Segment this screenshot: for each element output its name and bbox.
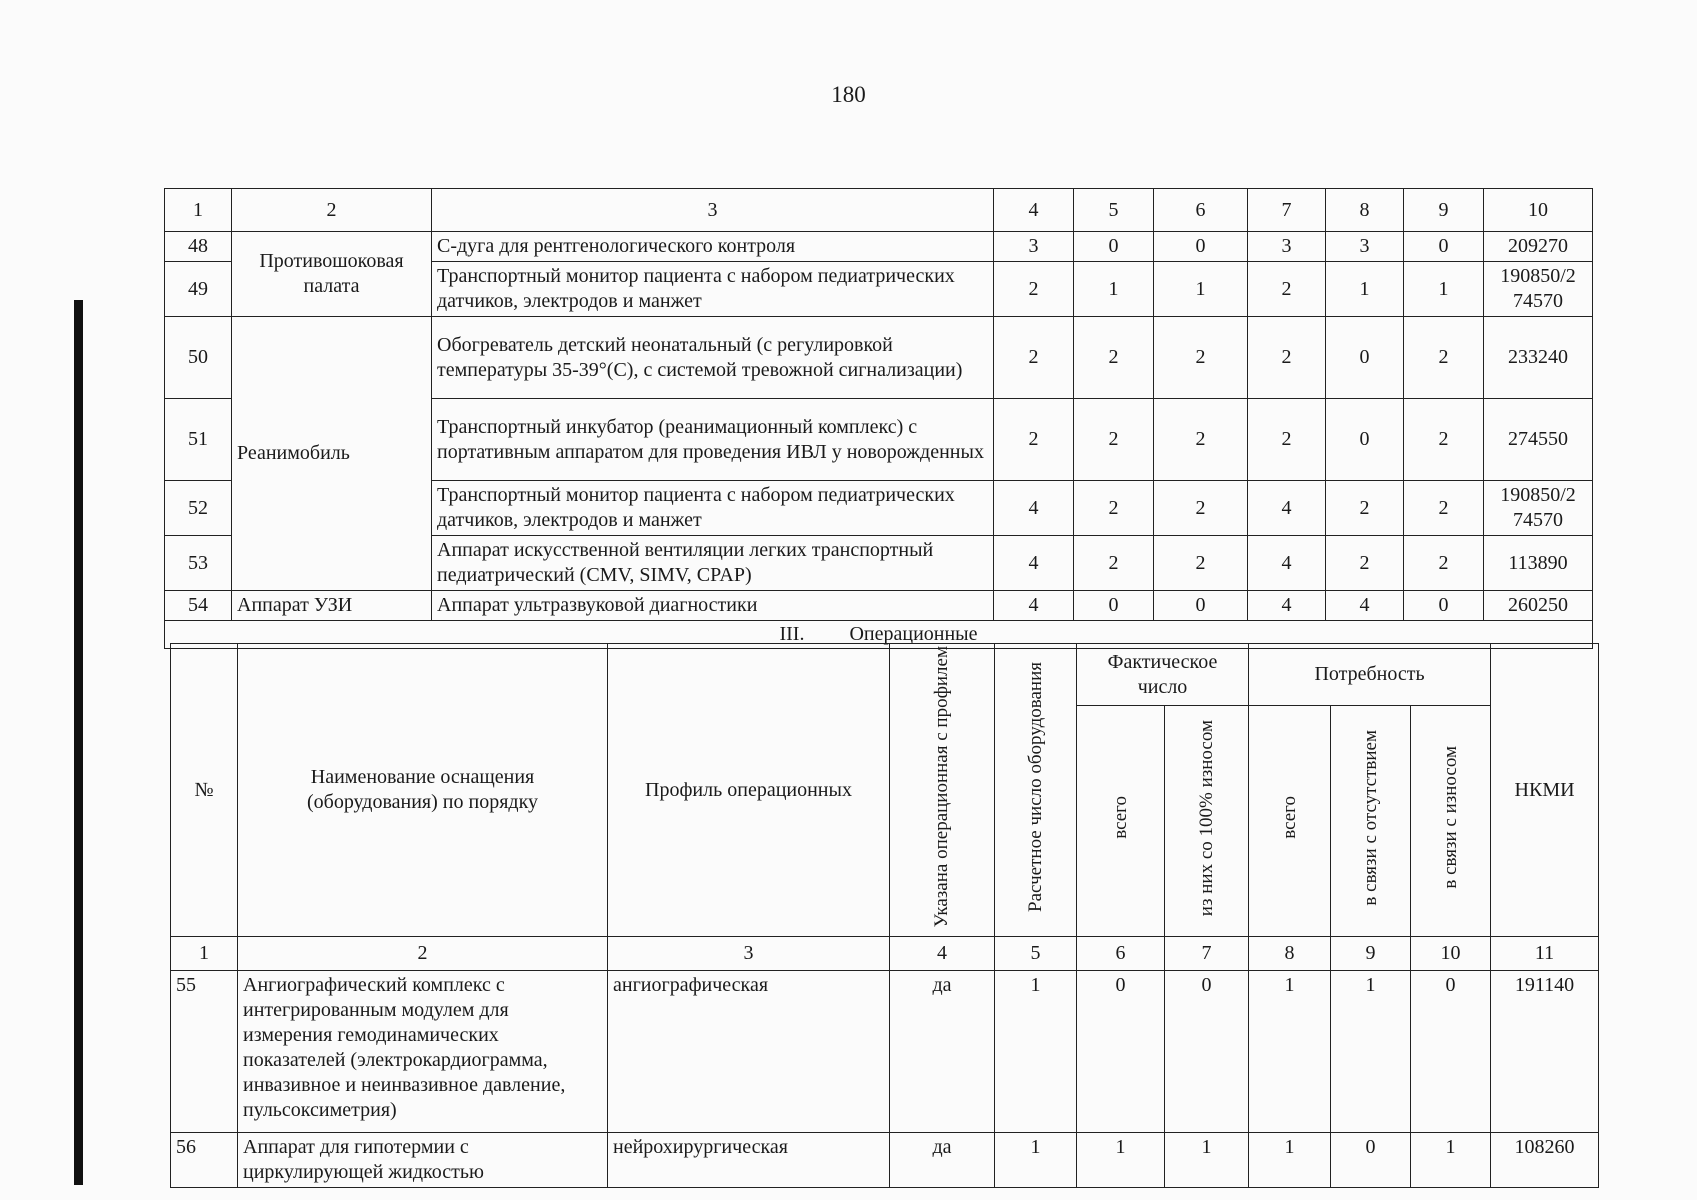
- header-row-1: [171, 644, 1599, 706]
- col-num-7: 7: [1248, 189, 1326, 232]
- cell: 2: [1074, 536, 1154, 591]
- col-num-7: 7: [1165, 937, 1249, 971]
- col-num-8: 8: [1249, 937, 1331, 971]
- cell: 1: [1074, 262, 1154, 317]
- group-label: Реанимобиль: [232, 317, 432, 591]
- header-indicated: Указана операционная с профилем: [931, 646, 953, 928]
- row-number: 52: [165, 481, 232, 536]
- cell: 2: [1326, 481, 1404, 536]
- col-num-3: 3: [608, 937, 890, 971]
- col-num-5: 5: [995, 937, 1077, 971]
- cell: 0: [1154, 591, 1248, 621]
- cell: 0: [1326, 317, 1404, 399]
- cell: 4: [1248, 481, 1326, 536]
- equipment-name: Ангиографический комплекс с интегрированным модулем для измерения гемодинамических показателей (электрокардиограмма, инвазивное и неинвазивное давление, пульсоксиметрия): [238, 971, 608, 1133]
- header-absence-cell: [1331, 706, 1411, 937]
- table-row: [171, 1133, 1599, 1188]
- header-need: Потребность: [1249, 644, 1491, 706]
- cell: 233240: [1484, 317, 1593, 399]
- equipment-name: Обогреватель детский неонатальный (с регулировкой температуры 35-39°(С), с системой тревожной сигнализации): [432, 317, 994, 399]
- header-wear: в связи с износом: [1439, 746, 1461, 890]
- cell: 1: [1249, 971, 1331, 1133]
- header-total-actual-cell: [1077, 706, 1165, 937]
- cell: 2: [1248, 262, 1326, 317]
- header-worn: из них со 100% износом: [1195, 719, 1217, 916]
- equipment-name: Транспортный инкубатор (реанимационный комплекс) с портативным аппаратом для проведения ИВЛ у новорожденных: [432, 399, 994, 481]
- cell: 0: [1411, 971, 1491, 1133]
- cell: 2: [1404, 399, 1484, 481]
- header-total-actual: всего: [1109, 796, 1131, 840]
- cell: 0: [1154, 232, 1248, 262]
- cell: 1: [1404, 262, 1484, 317]
- cell: 2: [1154, 481, 1248, 536]
- cell: 108260: [1491, 1133, 1599, 1188]
- header-calc-cell: [995, 644, 1077, 937]
- cell: 1: [995, 1133, 1077, 1188]
- header-equipment-name: Наименование оснащения (оборудования) по порядку: [238, 644, 608, 937]
- col-num-4: 4: [994, 189, 1074, 232]
- cell: 1: [1331, 971, 1411, 1133]
- group-label: Противошоковая палата: [232, 232, 432, 317]
- group-label: Аппарат УЗИ: [232, 591, 432, 621]
- col-num-9: 9: [1331, 937, 1411, 971]
- header-wear-cell: [1411, 706, 1491, 937]
- profile: ангиографическая: [608, 971, 890, 1133]
- cell: 0: [1404, 232, 1484, 262]
- col-num-1: 1: [171, 937, 238, 971]
- cell: 2: [1404, 481, 1484, 536]
- cell: 4: [1248, 591, 1326, 621]
- header-actual: Фактическое число: [1077, 644, 1249, 706]
- cell: 0: [1165, 971, 1249, 1133]
- cell: 274550: [1484, 399, 1593, 481]
- cell: 2: [1154, 399, 1248, 481]
- header-indicated-cell: [890, 644, 995, 937]
- row-number: 53: [165, 536, 232, 591]
- cell: 2: [1248, 399, 1326, 481]
- cell: 2: [1074, 399, 1154, 481]
- cell: 2: [994, 262, 1074, 317]
- cell: 1: [1326, 262, 1404, 317]
- cell: 2: [994, 399, 1074, 481]
- cell: 3: [1326, 232, 1404, 262]
- col-num-10: 10: [1411, 937, 1491, 971]
- cell: 0: [1074, 591, 1154, 621]
- equipment-name: Транспортный монитор пациента с набором педиатрических датчиков, электродов и манжет: [432, 262, 994, 317]
- column-number-row: [165, 189, 1593, 232]
- cell: 2: [1074, 317, 1154, 399]
- col-num-9: 9: [1404, 189, 1484, 232]
- cell: 4: [1248, 536, 1326, 591]
- row-number: 48: [165, 232, 232, 262]
- cell: 260250: [1484, 591, 1593, 621]
- column-number-row: [171, 937, 1599, 971]
- row-number: 55: [171, 971, 238, 1133]
- cell: 191140: [1491, 971, 1599, 1133]
- cell: 1: [1249, 1133, 1331, 1188]
- equipment-name: Транспортный монитор пациента с набором педиатрических датчиков, электродов и манжет: [432, 481, 994, 536]
- cell: 209270: [1484, 232, 1593, 262]
- operating-rooms-table: [170, 643, 1599, 1188]
- row-number: 49: [165, 262, 232, 317]
- col-num-6: 6: [1077, 937, 1165, 971]
- col-num-10: 10: [1484, 189, 1593, 232]
- col-num-3: 3: [432, 189, 994, 232]
- row-number: 54: [165, 591, 232, 621]
- table-row: [165, 232, 1593, 262]
- col-num-2: 2: [238, 937, 608, 971]
- cell: 2: [1248, 317, 1326, 399]
- cell: 2: [1326, 536, 1404, 591]
- row-number: 50: [165, 317, 232, 399]
- cell: 2: [994, 317, 1074, 399]
- cell: да: [890, 971, 995, 1133]
- header-calculated: Расчетное число оборудования: [1024, 661, 1046, 912]
- table-row: [165, 317, 1593, 399]
- table-row: [165, 591, 1593, 621]
- equipment-name: Аппарат искусственной вентиляции легких транспортный педиатрический (CMV, SIMV, CPAP): [432, 536, 994, 591]
- cell: 2: [1404, 536, 1484, 591]
- header-worn-cell: [1165, 706, 1249, 937]
- section-title: Операционные: [849, 623, 978, 645]
- header-number: №: [171, 644, 238, 937]
- header-nkmi: НКМИ: [1491, 644, 1599, 937]
- cell: 0: [1077, 971, 1165, 1133]
- header-total-need-cell: [1249, 706, 1331, 937]
- col-num-11: 11: [1491, 937, 1599, 971]
- cell: 190850/2 74570: [1484, 481, 1593, 536]
- col-num-8: 8: [1326, 189, 1404, 232]
- equipment-name: Аппарат ультразвуковой диагностики: [432, 591, 994, 621]
- section-number: III.: [779, 623, 805, 645]
- col-num-1: 1: [165, 189, 232, 232]
- equipment-name: Аппарат для гипотермии с циркулирующей жидкостью: [238, 1133, 608, 1188]
- cell: 4: [994, 536, 1074, 591]
- row-number: 51: [165, 399, 232, 481]
- cell: да: [890, 1133, 995, 1188]
- cell: 2: [1074, 481, 1154, 536]
- cell: 0: [1331, 1133, 1411, 1188]
- cell: 2: [1154, 536, 1248, 591]
- cell: 4: [1326, 591, 1404, 621]
- cell: 4: [994, 481, 1074, 536]
- col-num-5: 5: [1074, 189, 1154, 232]
- row-number: 56: [171, 1133, 238, 1188]
- cell: 113890: [1484, 536, 1593, 591]
- header-total-need: всего: [1278, 796, 1300, 840]
- page-number: 180: [831, 82, 866, 107]
- cell: 0: [1404, 591, 1484, 621]
- cell: 0: [1074, 232, 1154, 262]
- table-row: [171, 971, 1599, 1133]
- cell: 2: [1404, 317, 1484, 399]
- scan-edge-bar: [74, 300, 83, 1185]
- cell: 1: [1411, 1133, 1491, 1188]
- equipment-name: С-дуга для рентгенологического контроля: [432, 232, 994, 262]
- col-num-2: 2: [232, 189, 432, 232]
- cell: 1: [1165, 1133, 1249, 1188]
- equipment-table-continued: [164, 188, 1593, 649]
- cell: 2: [1154, 317, 1248, 399]
- header-profile: Профиль операционных: [608, 644, 890, 937]
- cell: 1: [1154, 262, 1248, 317]
- cell: 3: [1248, 232, 1326, 262]
- profile: нейрохирургическая: [608, 1133, 890, 1188]
- header-absence: в связи с отсутствием: [1359, 729, 1381, 906]
- cell: 1: [995, 971, 1077, 1133]
- cell: 1: [1077, 1133, 1165, 1188]
- cell: 4: [994, 591, 1074, 621]
- col-num-4: 4: [890, 937, 995, 971]
- col-num-6: 6: [1154, 189, 1248, 232]
- cell: 3: [994, 232, 1074, 262]
- cell: 0: [1326, 399, 1404, 481]
- cell: 190850/2 74570: [1484, 262, 1593, 317]
